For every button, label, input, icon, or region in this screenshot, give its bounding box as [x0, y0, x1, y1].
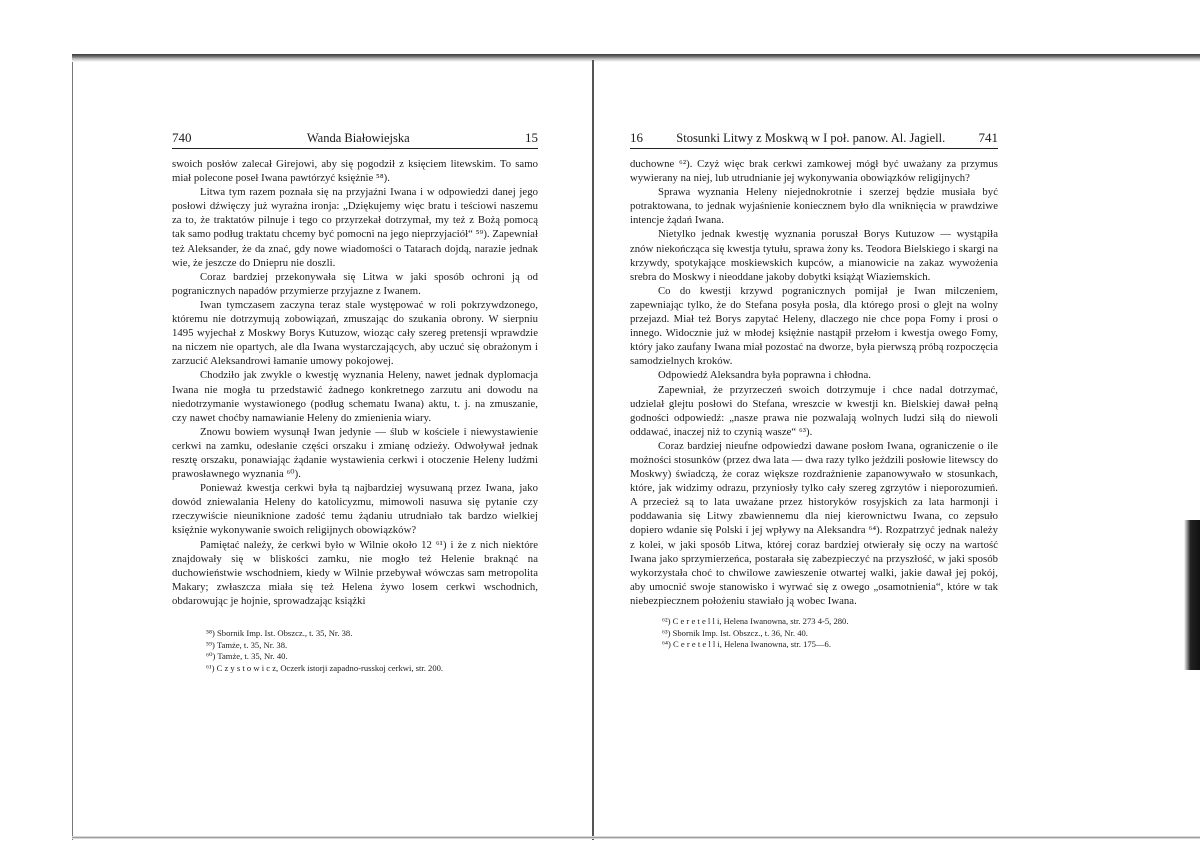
right-page-header	[630, 128, 998, 149]
right-footnotes	[630, 616, 998, 651]
paragraph: Pamiętać należy, że cerkwi było w Wilnie około 12 ⁶¹) i że z nich niektóre znajdowały się w bliskości zamku, nie mogło też Helenie braknąć na duchowieństwie wschodniem, kiedy w Wilnie przebywał wówczas sam metropolita Makary; zwłaszcza miała się też Helena żywo losem cerkwi wschodnich, obdarowując je hojnie, sprowadzając książki	[172, 538, 538, 607]
paragraph: Coraz bardziej nieufne odpowiedzi dawane posłom Iwana, ograniczenie o ile możności stosunków (przez dwa lata — dwa razy tylko jeździli posłowie litewscy do Moskwy) świadczą, że coraz większe rozdrażnienie zapanowywało w stosunkach, które, jak widzimy odrazu, przyniosły tylko cały szereg zgrzytów i nieporozumień. A przecież są to lata uważane przez historyków rosyjskich za lata harmonji i poddawania się Litwy zbawiennemu dla niej kierownictwu Iwana, co zepsuło dopiero wdanie się Polski i jej wpływy na Aleksandra ⁶⁴). Rozpatrzyć jednak należy z kolei, w jaki sposób Litwa, której coraz bardziej otwierały się oczy na wartość Iwana jako sprzymierzeńca, postarała się zabezpieczyć na przyszłość, w jaki sposób wykorzystała choć to chwilowe zawieszenie otwartej walki, jakie dawał jej pokój, aby umocnić swoje stanowisko i wyrwać się z owego „osamotnienia“, które w tak niebezpiecznem położeniu stawiało ją wobec Iwana.	[630, 439, 998, 607]
left-page	[172, 128, 538, 674]
footnote-text: C e r e t e l l i, Helena Iwanowna, str. 175—6.	[673, 639, 832, 650]
right-body-text	[630, 157, 998, 608]
footnote-text: C z y s t o w i c z, Oczerk istorji zapadno-russkoj cerkwi, str. 200.	[216, 662, 444, 673]
paragraph: Odpowiedź Aleksandra była poprawna i chłodna.	[658, 369, 871, 382]
left-footnotes	[172, 628, 538, 674]
left-page-header	[172, 128, 538, 149]
paragraph: Znowu bowiem wysunął Iwan jedynie — ślub w kościele i niewystawienie cerkwi na zamku, odesłanie części orszaku i zmianę odzieży. Odwoływał jednak resztę orszaku, ponawiając żądanie wystawienia cerkwi i otoczenie Heleny ludźmi prawosławnego wyznania ⁶⁰).	[172, 425, 538, 481]
footnote-text: Sbornik Imp. Ist. Obszcz., t. 35, Nr. 38.	[217, 628, 353, 638]
footnote-mark: ⁵⁸)	[206, 628, 215, 638]
footnote-mark: ⁶²)	[662, 616, 671, 626]
running-title: Stosunki Litwy z Moskwą w I poł. panow. Al. Jagiell.	[676, 131, 946, 145]
paragraph: Iwan tymczasem zaczyna teraz stale występować w roli pokrzywdzonego, któremu nie dotrzymują zobowiązań, zmuszając do szukania obrony. W sierpniu 1495 wyjechał z Moskwy Borys Kutuzow, wioząc cały szereg pretensji wprawdzie na niczem nie opartych, ale dla Iwana wystarczających, aby uczuć się obrażonym i zarzucić Aleksandrowi łamanie umowy pokojowej.	[172, 298, 538, 368]
paragraph: Sprawa wyznania Heleny niejednokrotnie i szerzej będzie musiała być potraktowana, to jednak wyjaśnienie koniecznem było dla wniknięcia w prawdziwe intencje żądań Iwana.	[630, 186, 998, 227]
scan-left-edge	[72, 62, 73, 840]
book-gutter	[592, 60, 594, 840]
footnote-mark: ⁵⁹)	[206, 639, 215, 650]
paragraph: Ponieważ kwestja cerkwi była tą najbardziej wysuwaną przez Iwana, jako dowód zniewalania Heleny do katolicyzmu, mimowoli nasuwa się pytanie czy rzeczywiście nieuniknione zadość temu żądaniu utrudniało tak bardzo wielkiej księżnie wykonywanie swoich religijnych obowiązków?	[172, 482, 538, 537]
footnote-mark: ⁶¹)	[206, 662, 215, 673]
footnote	[662, 616, 998, 628]
paragraph: swoich posłów zalecał Girejowi, aby się pogodził z księciem litewskim. To samo miał polecone poseł Iwana pawtórzyć księżnie ⁵⁸).	[172, 158, 538, 185]
footnote	[206, 640, 538, 652]
scan-bottom-edge	[72, 836, 1200, 839]
right-page	[630, 128, 998, 651]
footnote-text: C e r e t e l l i, Helena Iwanowna, str. 273 4-5, 280.	[672, 616, 849, 626]
paragraph: Coraz bardziej przekonywała się Litwa w jaki sposób ochroni ją od pogranicznych napadów przymierze przyjazne z Iwanem.	[172, 270, 538, 297]
page-number: 741	[978, 130, 998, 145]
paragraph: Co do kwestji krzywd pogranicznych pomijał je Iwan milczeniem, zapewniając tylko, że do Stefana posyła posła, dla którego prosi o glejt na wolny przejazd. Miał też Borys zapytać Heleny, dlaczego nie chce popa Fomy i prosi o innego. Widocznie już w młodej księżnie nastąpił przełom i kwestja owego Fomy, który jako zaufany Iwana miał pozostać na dworze, była pierwszą próbą rozpoczęcia samodzielnych kroków.	[630, 284, 998, 368]
paragraph: duchowne ⁶²). Czyż więc brak cerkwi zamkowej mógł być uważany za przymus wywierany na niej, lub utrudnianie jej wykonywania obowiązków religijnych?	[630, 158, 998, 185]
footnote-text: Tamże, t. 35, Nr. 38.	[216, 639, 288, 650]
footnote-mark: ⁶⁴)	[662, 639, 671, 650]
paragraph: Litwa tym razem poznała się na przyjaźni Iwana i w odpowiedzi danej jego posłowi dźwięczy już wyraźna ironja: „Dziękujemy więc bratu i teściowi naszemu za to, że traktatów pilnuje i tego co przyrzekał dotrzymał, my też z Bożą pomocą tak samo podług traktatu chcemy być pomocni na jego nieprzyjaciół“ ⁵⁹). Zapewniał też Aleksander, że da znać, gdy nowe wiadomości o Tatarach dojdą, narazie jednak wie, że jeszcze do Dniepru nie doszli.	[172, 186, 538, 269]
scan-top-edge	[72, 54, 1200, 62]
sheet-number: 16	[630, 130, 643, 145]
left-body-text	[172, 157, 538, 608]
footnote	[662, 628, 998, 640]
paragraph: Nietylko jednak kwestję wyznania poruszał Borys Kutuzow — wystąpiła znów niekończąca się kwestja tytułu, sprawa żony ks. Teodora Bielskiego i skargi na krzywdy, spotykające moskiewskich kupców, a mianowicie na zakaz wywożenia srebra do Moskwy i nieoddane jakoby dobytki książąt Wiaziemskich.	[630, 228, 998, 283]
paragraph: Chodziło jak zwykle o kwestję wyznania Heleny, nawet jednak dyplomacja Iwana nie mogła tu przedstawić żadnego konkretnego zarzutu ani dowodu na niedotrzymanie wystawionego (podług schematu Iwana) aktu, t. j. na zmuszanie, czy nawet choćby namawianie Heleny do zmienienia wiary.	[172, 369, 538, 424]
footnote	[662, 639, 998, 651]
footnote	[206, 651, 538, 663]
scan-right-shadow	[1184, 520, 1200, 670]
footnote-mark: ⁶⁰)	[206, 651, 216, 662]
footnote-text: Tamże, t. 35, Nr. 40.	[217, 651, 288, 662]
paragraph: Zapewniał, że przyrzeczeń swoich dotrzymuje i chce nadal dotrzymać, udzielał glejtu posłowi do Stefana, wreszcie w kwestji kn. Bielskiej dawał pełną godności odpowiedź: „nasze prawa nie pozwalają wolnych ludzi siłą do niewoli oddawać, inaczej niż to czynią wasze“ ⁶³).	[630, 383, 998, 438]
footnote-text: Sbornik Imp. Ist. Obszcz., t. 36, Nr. 40.	[672, 627, 808, 638]
page-number: 740	[172, 130, 192, 145]
running-author: Wanda Białowiejska	[306, 131, 410, 145]
footnote	[206, 663, 538, 675]
footnote	[206, 628, 538, 640]
sheet-number: 15	[524, 130, 538, 145]
footnote-mark: ⁶³)	[662, 627, 671, 638]
